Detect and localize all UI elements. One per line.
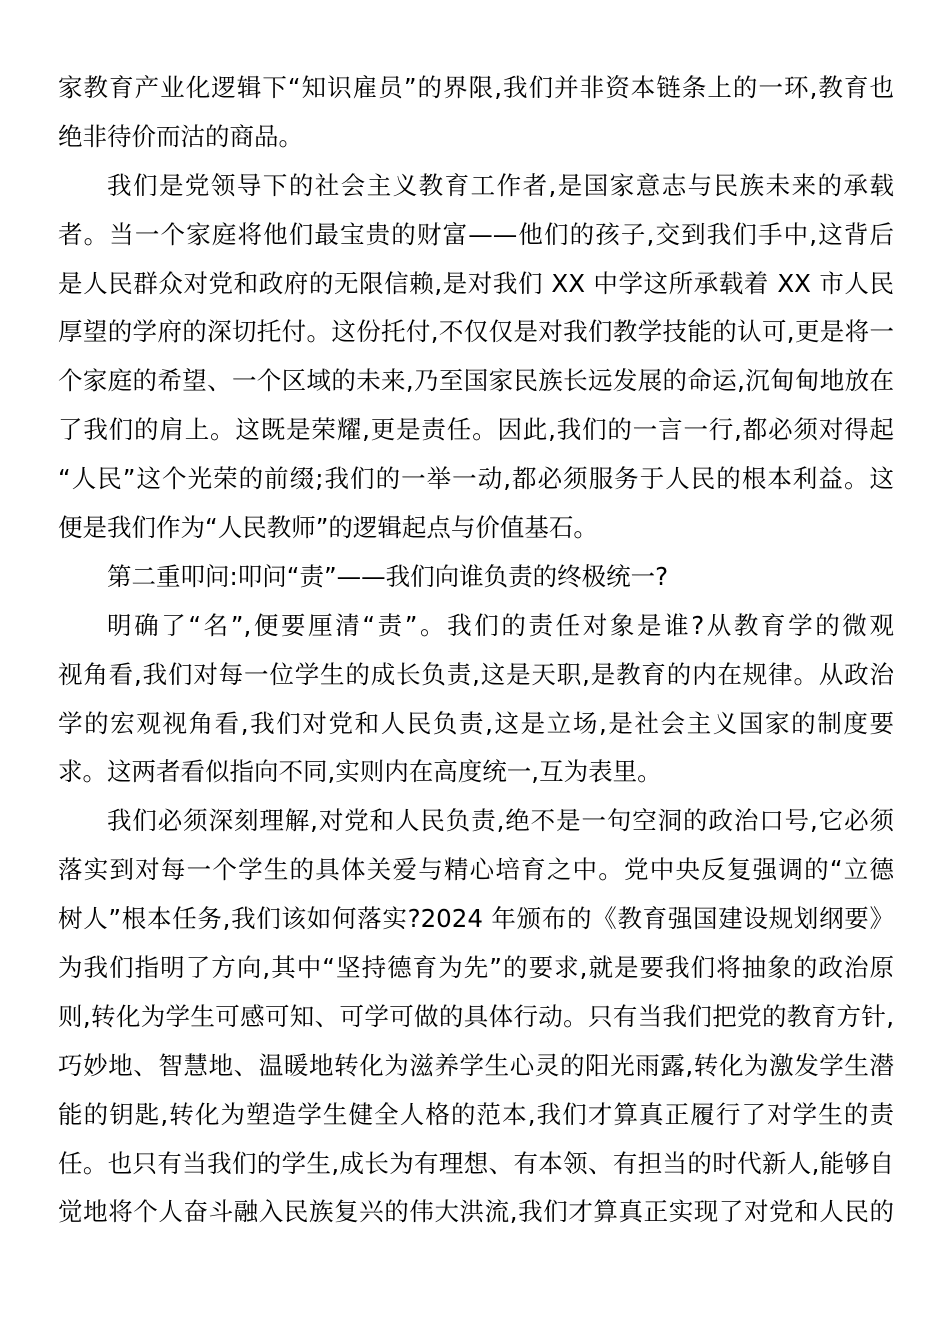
text-line: “人民”这个光荣的前缀;我们的一举一动,都必须服务于人民的根本利益。这 [58,464,894,494]
text-line: 则,转化为学生可感可知、可学可做的具体行动。只有当我们把党的教育方针, [58,1001,894,1031]
paragraph-start-line: 我们是党领导下的社会主义教育工作者,是国家意志与民族未来的承载 [107,170,894,200]
text-line: 为我们指明了方向,其中“坚持德育为先”的要求,就是要我们将抽象的政治原 [58,953,894,983]
text-line: 是人民群众对党和政府的无限信赖,是对我们 XX 中学这所承载着 XX 市人民 [58,268,894,298]
text-line: 能的钥匙,转化为塑造学生健全人格的范本,我们才算真正履行了对学生的责 [58,1099,894,1129]
text-line: 绝非待价而沽的商品。 [58,121,303,151]
paragraph-start-line: 我们必须深刻理解,对党和人民负责,绝不是一句空洞的政治口号,它必须 [107,806,894,836]
text-line: 学的宏观视角看,我们对党和人民负责,这是立场,是社会主义国家的制度要 [58,708,894,738]
text-line: 视角看,我们对每一位学生的成长负责,这是天职,是教育的内在规律。从政治 [58,659,894,689]
text-line: 了我们的肩上。这既是荣耀,更是责任。因此,我们的一言一行,都必须对得起 [58,415,894,445]
text-line: 者。当一个家庭将他们最宝贵的财富——他们的孩子,交到我们手中,这背后 [58,219,894,249]
section-heading: 第二重叩问:叩问“责”——我们向谁负责的终极统一? [107,561,669,591]
text-line: 便是我们作为“人民教师”的逻辑起点与价值基石。 [58,513,598,543]
text-line: 个家庭的希望、一个区域的未来,乃至国家民族长远发展的命运,沉甸甸地放在 [58,366,894,396]
text-line: 厚望的学府的深切托付。这份托付,不仅仅是对我们教学技能的认可,更是将一 [58,317,894,347]
body-text [58,64,894,1237]
text-line: 觉地将个人奋斗融入民族复兴的伟大洪流,我们才算真正实现了对党和人民的 [58,1197,894,1227]
text-line: 求。这两者看似指向不同,实则内在高度统一,互为表里。 [58,757,662,787]
text-line: 落实到对每一个学生的具体关爱与精心培育之中。党中央反复强调的“立德 [58,855,894,885]
paragraph-start-line: 明确了“名”,便要厘清“责”。我们的责任对象是谁?从教育学的微观 [107,610,894,640]
text-line: 巧妙地、智慧地、温暖地转化为滋养学生心灵的阳光雨露,转化为激发学生潜 [58,1050,894,1080]
text-line: 家教育产业化逻辑下“知识雇员”的界限,我们并非资本链条上的一环,教育也 [58,73,894,102]
text-line: 树人”根本任务,我们该如何落实?2024 年颁布的《教育强国建设规划纲要》 [58,904,894,934]
text-line: 任。也只有当我们的学生,成长为有理想、有本领、有担当的时代新人,能够自 [58,1148,894,1178]
